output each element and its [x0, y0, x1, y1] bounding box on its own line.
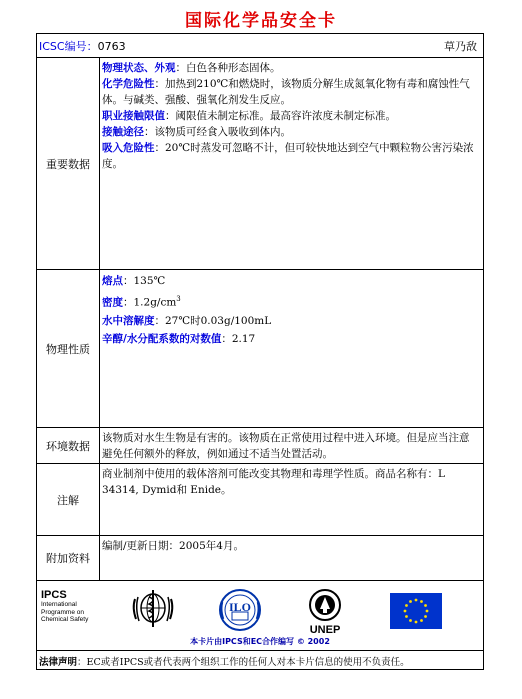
legal-text: ：EC或者IPCS或者代表两个组织工作的任何人对本卡片信息的使用不负责任。 [77, 657, 410, 668]
card-header [37, 34, 483, 58]
eu-star [415, 599, 418, 602]
section-label: 物理性质 [37, 270, 100, 427]
legal-statement [39, 654, 410, 668]
section-environment [37, 428, 483, 464]
section-label: 附加资料 [37, 536, 100, 580]
unep-logo-icon [302, 587, 348, 637]
section-important [37, 58, 483, 270]
ipcs-line: International [41, 601, 77, 608]
physical-item: 密度：$1.2g/cm^3$ [102, 295, 181, 309]
credit-text: 本卡片由IPCS和EC合作编写 © 2002 [190, 637, 330, 646]
legal-row [37, 651, 483, 671]
important-item: 化学危险性：加热到210℃和燃烧时，该物质分解生成氮氧化物有毒和腐蚀性气体。与碱类、强酸、强氧化剂发生反应。 [102, 78, 470, 106]
section-label: 环境数据 [37, 428, 100, 463]
eu-star [420, 619, 423, 622]
icsc-number [39, 38, 126, 54]
chemical-name: 草乃敌 [444, 40, 477, 53]
svg-text:ILO: ILO [228, 600, 252, 614]
eu-star [426, 610, 429, 613]
ipcs-title: IPCS [41, 589, 67, 601]
section-label: 重要数据 [37, 58, 100, 269]
ilo-logo-icon [217, 587, 263, 633]
section-physical [37, 270, 483, 428]
who-logo-icon [130, 587, 176, 629]
ipcs-block [41, 589, 111, 624]
page-title: 国际化学品安全卡 [185, 11, 337, 31]
environment-text: 该物质对水生生物是有害的。该物质在正常使用过程中进入环境。但是应当注意避免任何额外的释放，例如通过不适当处置活动。 [102, 432, 470, 460]
safety-card [36, 33, 484, 670]
notes-text: 商业制剂中使用的载体溶剂可能改变其物理和毒理学性质。商品名称有：L 34314, Dymid和 Enide。 [102, 468, 445, 496]
legal-label: 法律声明 [39, 657, 78, 668]
section-notes [37, 464, 483, 536]
important-item: 物理状态、外观：白色各种形态固体。 [102, 62, 281, 74]
eu-star [405, 615, 408, 618]
eu-flag-icon [390, 593, 442, 629]
eu-star [409, 600, 412, 603]
important-item: 吸入危险性：20℃时蒸发可忽略不计，但可较快地达到空气中颗粒物公害污染浓度。 [102, 142, 474, 170]
additional-text: 编制/更新日期：2005年4月。 [102, 540, 244, 552]
eu-star [404, 610, 407, 613]
physical-item: 水中溶解度：27℃时0.03g/100mL [102, 314, 272, 327]
eu-star [409, 619, 412, 622]
important-item: 接触途径：该物质可经食入吸收到体内。 [102, 126, 291, 138]
eu-star [424, 615, 427, 618]
eu-star [420, 600, 423, 603]
section-label: 注解 [37, 464, 100, 535]
svg-text:UNEP: UNEP [309, 624, 341, 636]
ipcs-line: Chemical Safety [41, 616, 89, 623]
important-item: 职业接触限值：阈限值未制定标准。最高容许浓度未制定标准。 [102, 110, 396, 122]
section-content [100, 270, 483, 427]
eu-star [415, 621, 418, 624]
section-content [100, 58, 483, 269]
physical-item: 熔点：135℃ [102, 275, 166, 287]
eu-star [424, 604, 427, 607]
eu-star [405, 604, 408, 607]
section-additional [37, 536, 483, 581]
logos-row [37, 581, 483, 651]
icsc-value: 0763 [97, 40, 126, 53]
icsc-label: ICSC编号： [39, 40, 98, 53]
physical-item: 辛醇/水分配系数的对数值：2.17 [102, 332, 256, 345]
ipcs-line: Programme on [41, 608, 84, 616]
